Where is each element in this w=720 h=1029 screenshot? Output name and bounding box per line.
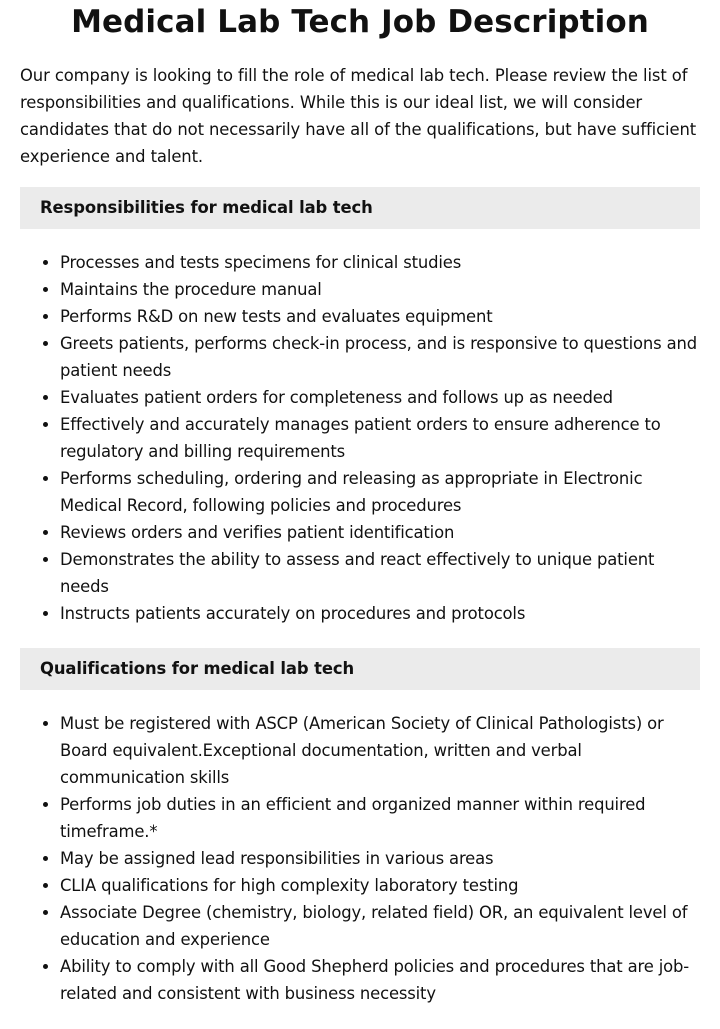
- list-item: • Evaluates patient orders for completeness and follows up as needed: [60, 384, 700, 411]
- list-item: • Demonstrates the ability to assess and react effectively to unique patient needs: [60, 546, 700, 600]
- qualifications-heading: Qualifications for medical lab tech: [20, 648, 700, 690]
- list-item: • Processes and tests specimens for clinical studies: [60, 249, 700, 276]
- responsibilities-heading: Responsibilities for medical lab tech: [20, 187, 700, 229]
- responsibilities-list: [20, 249, 700, 627]
- list-item: • Performs job duties in an efficient and organized manner within required timeframe.*: [60, 791, 700, 845]
- list-item: • May be assigned lead responsibilities in various areas: [60, 845, 700, 872]
- list-item: • Must be registered with ASCP (American Society of Clinical Pathologists) or Board equivalent.Exceptional documentation, written and verbal communication skills: [60, 710, 700, 791]
- list-item: • Reviews orders and verifies patient identification: [60, 519, 700, 546]
- list-item: • Performs R&D on new tests and evaluates equipment: [60, 303, 700, 330]
- intro-paragraph: Our company is looking to fill the role of medical lab tech. Please review the list of responsibilities and qualifications. While this is our ideal list, we will consider candidates that do not necessarily have all of the qualifications, but have sufficient experience and talent.: [20, 66, 697, 166]
- list-item: • Effectively and accurately manages patient orders to ensure adherence to regulatory and billing requirements: [60, 411, 700, 465]
- list-item: • Instructs patients accurately on procedures and protocols: [60, 600, 700, 627]
- list-item: • CLIA qualifications for high complexity laboratory testing: [60, 872, 700, 899]
- list-item: • Maintains the procedure manual: [60, 276, 700, 303]
- qualifications-list: [20, 710, 700, 1007]
- list-item: • Associate Degree (chemistry, biology, related field) OR, an equivalent level of education and experience: [60, 899, 700, 953]
- page-title: Medical Lab Tech Job Description: [71, 4, 649, 40]
- list-item: • Performs scheduling, ordering and releasing as appropriate in Electronic Medical Record, following policies and procedures: [60, 465, 700, 519]
- list-item: • Ability to comply with all Good Shepherd policies and procedures that are job-related and consistent with business necessity: [60, 953, 700, 1007]
- list-item: • Greets patients, performs check-in process, and is responsive to questions and patient needs: [60, 330, 700, 384]
